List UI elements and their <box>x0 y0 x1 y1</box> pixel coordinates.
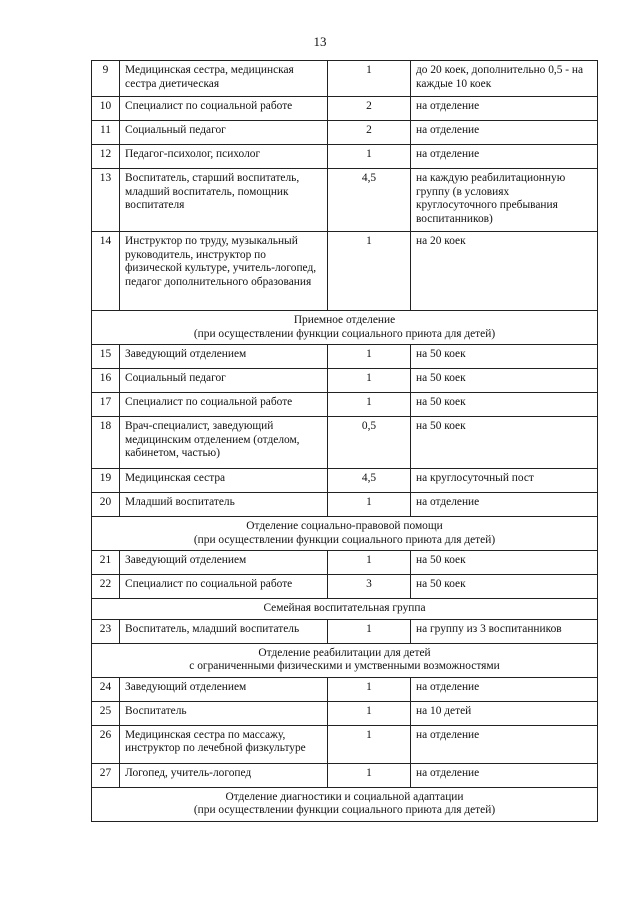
position-name: Логопед, учитель-логопед <box>120 763 328 787</box>
staff-count: 1 <box>328 763 411 787</box>
section-heading-row <box>92 599 598 620</box>
table-row <box>92 725 598 763</box>
staff-count: 1 <box>328 619 411 643</box>
position-name: Медицинская сестра <box>120 469 328 493</box>
staffing-norm: на группу из 3 воспитанников <box>411 619 598 643</box>
row-number: 25 <box>92 701 120 725</box>
staffing-norm: на 50 коек <box>411 393 598 417</box>
row-number: 12 <box>92 145 120 169</box>
section-heading-row <box>92 517 598 551</box>
table-row <box>92 393 598 417</box>
position-name: Младший воспитатель <box>120 493 328 517</box>
staffing-norm: на отделение <box>411 725 598 763</box>
table-row <box>92 145 598 169</box>
table-row <box>92 493 598 517</box>
position-name: Медицинская сестра, медицинская сестра диетическая <box>120 61 328 97</box>
row-number: 20 <box>92 493 120 517</box>
section-title: Отделение реабилитации для детей <box>258 646 431 659</box>
section-subtitle: (при осуществлении функции социального приюта для детей) <box>193 533 496 546</box>
row-number: 15 <box>92 345 120 369</box>
table-row <box>92 97 598 121</box>
staff-count: 1 <box>328 701 411 725</box>
section-heading-row <box>92 311 598 345</box>
table-row <box>92 677 598 701</box>
row-number: 21 <box>92 551 120 575</box>
position-name: Инструктор по труду, музыкальный руководитель, инструктор по физической культуре, учитель-логопед, педагог дополнительного образования <box>120 232 328 311</box>
position-name: Заведующий отделением <box>120 677 328 701</box>
section-title: Отделение социально-правовой помощи <box>246 520 443 532</box>
row-number: 18 <box>92 417 120 469</box>
row-number: 13 <box>92 169 120 232</box>
position-name: Специалист по социальной работе <box>120 575 328 599</box>
staffing-norm: на 50 коек <box>411 417 598 469</box>
staffing-norm: на круглосуточный пост <box>411 469 598 493</box>
row-number: 10 <box>92 97 120 121</box>
staff-count: 1 <box>328 393 411 417</box>
section-heading-row <box>92 787 598 821</box>
position-name: Врач-специалист, заведующий медицинским отделением (отделом, кабинетом, частью) <box>120 417 328 469</box>
table-row <box>92 232 598 311</box>
staff-count: 1 <box>328 725 411 763</box>
position-name: Медицинская сестра по массажу, инструктор по лечебной физкультуре <box>120 725 328 763</box>
table-row <box>92 551 598 575</box>
row-number: 22 <box>92 575 120 599</box>
position-name: Социальный педагог <box>120 121 328 145</box>
row-number: 14 <box>92 232 120 311</box>
position-name: Социальный педагог <box>120 369 328 393</box>
row-number: 17 <box>92 393 120 417</box>
section-title: Семейная воспитательная группа <box>263 602 426 614</box>
staff-count: 1 <box>328 345 411 369</box>
row-number: 11 <box>92 121 120 145</box>
staffing-norm: на 10 детей <box>411 701 598 725</box>
row-number: 23 <box>92 619 120 643</box>
staffing-norm: на отделение <box>411 763 598 787</box>
section-title: Приемное отделение <box>293 314 396 326</box>
staff-count: 2 <box>328 97 411 121</box>
staffing-norm: на отделение <box>411 145 598 169</box>
staffing-norm: на отделение <box>411 677 598 701</box>
position-name: Специалист по социальной работе <box>120 97 328 121</box>
section-heading <box>92 517 598 551</box>
section-subtitle: (при осуществлении функции социального приюта для детей) <box>193 327 496 340</box>
section-subtitle: (при осуществлении функции социального приюта для детей) <box>193 804 496 816</box>
table-row <box>92 701 598 725</box>
section-heading <box>92 311 598 345</box>
table-row <box>92 369 598 393</box>
position-name: Педагог-психолог, психолог <box>120 145 328 169</box>
staffing-norm: на 50 коек <box>411 345 598 369</box>
position-name: Воспитатель <box>120 701 328 725</box>
staff-count: 2 <box>328 121 411 145</box>
row-number: 24 <box>92 677 120 701</box>
staff-count: 4,5 <box>328 169 411 232</box>
staffing-norm: на каждую реабилитационную группу (в условиях круглосуточного пребывания воспитанников) <box>411 169 598 232</box>
staff-count: 1 <box>328 61 411 97</box>
row-number: 26 <box>92 725 120 763</box>
position-name: Воспитатель, младший воспитатель <box>120 619 328 643</box>
staff-count: 1 <box>328 232 411 311</box>
staffing-norm: до 20 коек, дополнительно 0,5 - на каждые 10 коек <box>411 61 598 97</box>
table-row <box>92 763 598 787</box>
section-heading <box>92 599 598 620</box>
position-name: Заведующий отделением <box>120 345 328 369</box>
table-row <box>92 575 598 599</box>
section-heading <box>92 787 598 821</box>
staff-count: 1 <box>328 145 411 169</box>
position-name: Воспитатель, старший воспитатель, младший воспитатель, помощник воспитателя <box>120 169 328 232</box>
staffing-table <box>91 60 598 822</box>
staff-count: 1 <box>328 493 411 517</box>
staff-count: 1 <box>328 551 411 575</box>
table-row <box>92 169 598 232</box>
row-number: 16 <box>92 369 120 393</box>
position-name: Заведующий отделением <box>120 551 328 575</box>
table-row <box>92 417 598 469</box>
row-number: 9 <box>92 61 120 97</box>
row-number: 19 <box>92 469 120 493</box>
table-row <box>92 469 598 493</box>
staff-count: 4,5 <box>328 469 411 493</box>
section-subtitle: с ограниченными физическими и умственными возможностями <box>189 660 500 672</box>
page-number: 13 <box>313 34 327 49</box>
staffing-norm: на 20 коек <box>411 232 598 311</box>
table-row <box>92 121 598 145</box>
row-number: 27 <box>92 763 120 787</box>
staff-count: 3 <box>328 575 411 599</box>
staff-count: 1 <box>328 369 411 393</box>
staff-count: 1 <box>328 677 411 701</box>
table-row <box>92 61 598 97</box>
staffing-norm: на отделение <box>411 121 598 145</box>
staff-count: 0,5 <box>328 417 411 469</box>
table-row <box>92 619 598 643</box>
position-name: Специалист по социальной работе <box>120 393 328 417</box>
section-heading-row <box>92 643 598 677</box>
staffing-norm: на отделение <box>411 493 598 517</box>
staffing-norm: на 50 коек <box>411 369 598 393</box>
section-heading <box>92 643 598 677</box>
staffing-norm: на 50 коек <box>411 575 598 599</box>
staffing-norm: на 50 коек <box>411 551 598 575</box>
section-title: Отделение диагностики и социальной адаптации <box>225 790 464 803</box>
table-row <box>92 345 598 369</box>
staffing-norm: на отделение <box>411 97 598 121</box>
